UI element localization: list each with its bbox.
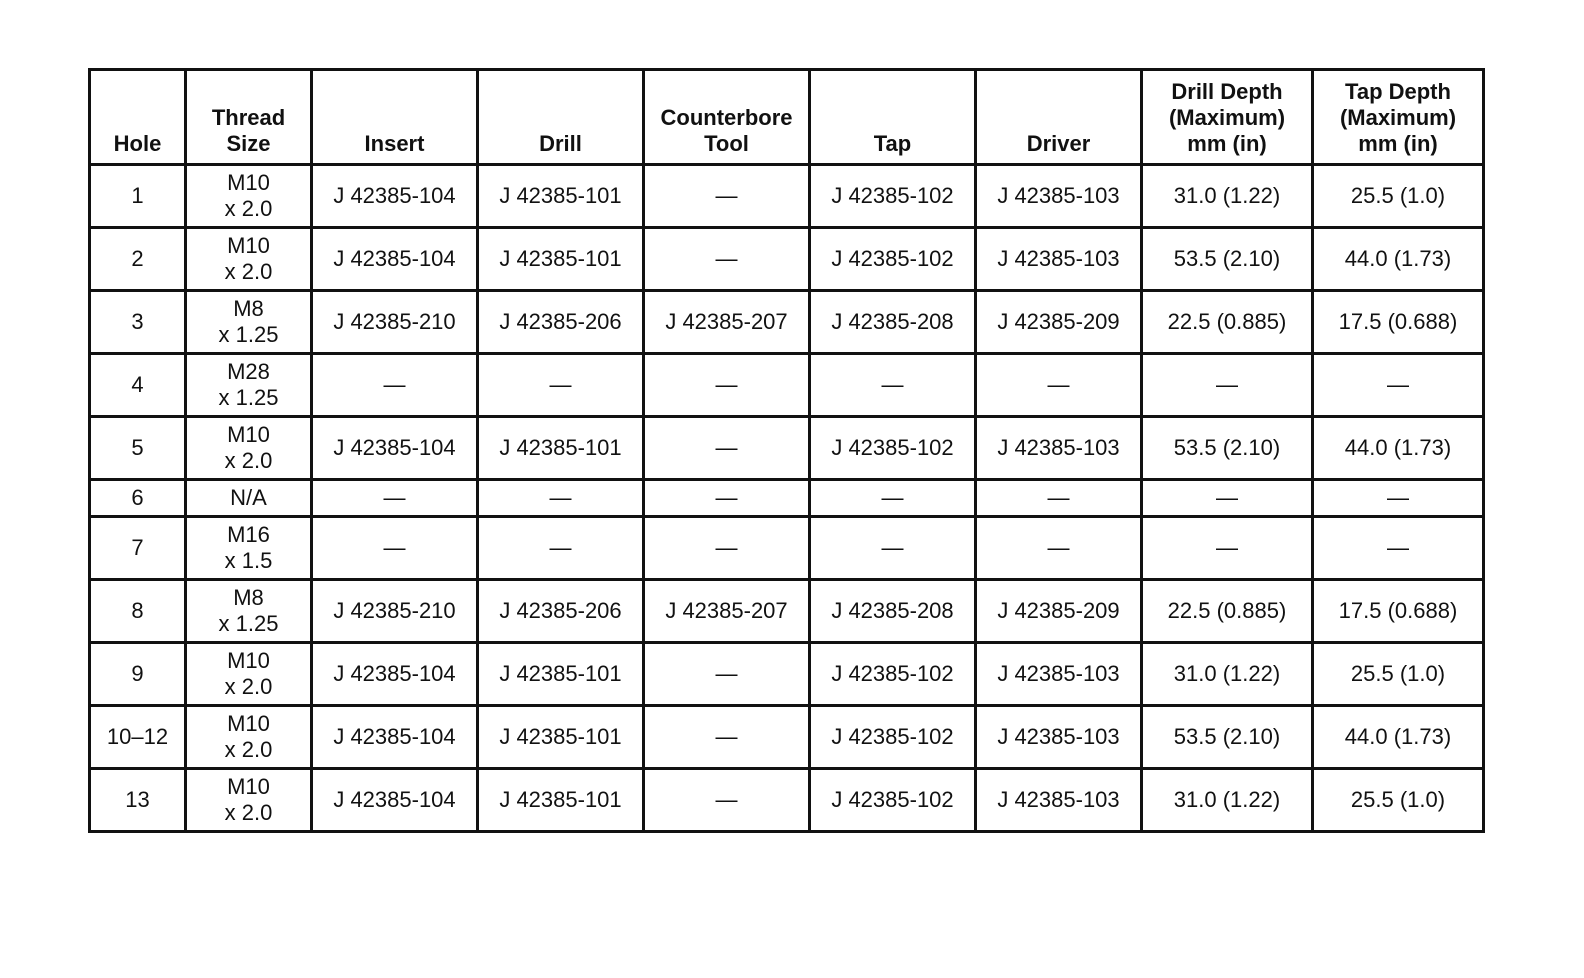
cell-drill: — xyxy=(478,517,644,580)
cell-counterbore-tool: — xyxy=(644,517,810,580)
cell-thread-size: M10 x 2.0 xyxy=(186,165,312,228)
column-header-drill-depth: Drill Depth (Maximum) mm (in) xyxy=(1142,70,1313,165)
column-header-insert: Insert xyxy=(312,70,478,165)
cell-driver: J 42385-209 xyxy=(976,291,1142,354)
cell-counterbore-tool: — xyxy=(644,643,810,706)
cell-drill: J 42385-206 xyxy=(478,291,644,354)
cell-tap: — xyxy=(810,517,976,580)
cell-counterbore-tool: — xyxy=(644,354,810,417)
table-header-row xyxy=(90,70,1484,165)
column-header-tap-depth: Tap Depth (Maximum) mm (in) xyxy=(1313,70,1484,165)
table-row xyxy=(90,291,1484,354)
cell-thread-size: N/A xyxy=(186,480,312,517)
cell-tap: J 42385-208 xyxy=(810,580,976,643)
column-header-hole: Hole xyxy=(90,70,186,165)
column-header-counterbore-tool: Counterbore Tool xyxy=(644,70,810,165)
cell-drill-depth: 31.0 (1.22) xyxy=(1142,165,1313,228)
cell-hole: 7 xyxy=(90,517,186,580)
cell-tap-depth: 25.5 (1.0) xyxy=(1313,165,1484,228)
cell-drill: J 42385-101 xyxy=(478,643,644,706)
cell-tap-depth: 17.5 (0.688) xyxy=(1313,291,1484,354)
column-header-drill: Drill xyxy=(478,70,644,165)
table-row xyxy=(90,354,1484,417)
cell-drill: J 42385-101 xyxy=(478,769,644,832)
cell-thread-size: M8 x 1.25 xyxy=(186,580,312,643)
cell-hole: 13 xyxy=(90,769,186,832)
table-row xyxy=(90,517,1484,580)
cell-insert: J 42385-210 xyxy=(312,291,478,354)
cell-tap-depth: 44.0 (1.73) xyxy=(1313,228,1484,291)
cell-hole: 2 xyxy=(90,228,186,291)
cell-drill-depth: 31.0 (1.22) xyxy=(1142,769,1313,832)
cell-thread-size: M28 x 1.25 xyxy=(186,354,312,417)
specification-sheet xyxy=(88,68,1482,833)
cell-counterbore-tool: — xyxy=(644,165,810,228)
table-row xyxy=(90,706,1484,769)
cell-drill: J 42385-101 xyxy=(478,706,644,769)
table-row xyxy=(90,480,1484,517)
cell-drill: J 42385-101 xyxy=(478,228,644,291)
cell-tap: J 42385-208 xyxy=(810,291,976,354)
cell-counterbore-tool: — xyxy=(644,706,810,769)
cell-insert: — xyxy=(312,517,478,580)
cell-insert: J 42385-104 xyxy=(312,417,478,480)
cell-hole: 8 xyxy=(90,580,186,643)
cell-insert: J 42385-104 xyxy=(312,643,478,706)
cell-drill-depth: 22.5 (0.885) xyxy=(1142,291,1313,354)
cell-counterbore-tool: — xyxy=(644,417,810,480)
column-header-tap: Tap xyxy=(810,70,976,165)
cell-tap-depth: 44.0 (1.73) xyxy=(1313,417,1484,480)
cell-hole: 3 xyxy=(90,291,186,354)
cell-drill-depth: 31.0 (1.22) xyxy=(1142,643,1313,706)
cell-counterbore-tool: — xyxy=(644,480,810,517)
cell-drill: — xyxy=(478,480,644,517)
cell-driver: J 42385-103 xyxy=(976,417,1142,480)
cell-hole: 5 xyxy=(90,417,186,480)
cell-driver: J 42385-103 xyxy=(976,643,1142,706)
cell-counterbore-tool: J 42385-207 xyxy=(644,291,810,354)
cell-insert: J 42385-104 xyxy=(312,706,478,769)
cell-tap: — xyxy=(810,354,976,417)
cell-insert: J 42385-104 xyxy=(312,769,478,832)
cell-tap-depth: — xyxy=(1313,354,1484,417)
cell-tap: J 42385-102 xyxy=(810,643,976,706)
table-row xyxy=(90,769,1484,832)
cell-drill-depth: — xyxy=(1142,354,1313,417)
cell-tap-depth: — xyxy=(1313,517,1484,580)
cell-driver: J 42385-209 xyxy=(976,580,1142,643)
table-row xyxy=(90,228,1484,291)
column-header-thread-size: Thread Size xyxy=(186,70,312,165)
cell-drill-depth: 53.5 (2.10) xyxy=(1142,417,1313,480)
cell-thread-size: M16 x 1.5 xyxy=(186,517,312,580)
cell-driver: — xyxy=(976,480,1142,517)
cell-hole: 4 xyxy=(90,354,186,417)
cell-tap: J 42385-102 xyxy=(810,165,976,228)
cell-tap: J 42385-102 xyxy=(810,769,976,832)
cell-thread-size: M8 x 1.25 xyxy=(186,291,312,354)
cell-counterbore-tool: J 42385-207 xyxy=(644,580,810,643)
table-row xyxy=(90,580,1484,643)
cell-thread-size: M10 x 2.0 xyxy=(186,769,312,832)
cell-hole: 10–12 xyxy=(90,706,186,769)
cell-hole: 9 xyxy=(90,643,186,706)
tool-specification-table xyxy=(88,68,1485,833)
cell-driver: — xyxy=(976,354,1142,417)
cell-driver: — xyxy=(976,517,1142,580)
cell-tap: J 42385-102 xyxy=(810,417,976,480)
cell-tap: — xyxy=(810,480,976,517)
cell-driver: J 42385-103 xyxy=(976,769,1142,832)
cell-drill-depth: — xyxy=(1142,480,1313,517)
cell-thread-size: M10 x 2.0 xyxy=(186,706,312,769)
cell-thread-size: M10 x 2.0 xyxy=(186,228,312,291)
cell-tap-depth: — xyxy=(1313,480,1484,517)
cell-drill: J 42385-101 xyxy=(478,165,644,228)
cell-drill-depth: — xyxy=(1142,517,1313,580)
cell-hole: 6 xyxy=(90,480,186,517)
cell-tap-depth: 25.5 (1.0) xyxy=(1313,769,1484,832)
cell-insert: J 42385-104 xyxy=(312,228,478,291)
cell-driver: J 42385-103 xyxy=(976,228,1142,291)
cell-drill-depth: 22.5 (0.885) xyxy=(1142,580,1313,643)
cell-thread-size: M10 x 2.0 xyxy=(186,417,312,480)
table-row xyxy=(90,643,1484,706)
cell-counterbore-tool: — xyxy=(644,228,810,291)
cell-thread-size: M10 x 2.0 xyxy=(186,643,312,706)
cell-tap: J 42385-102 xyxy=(810,228,976,291)
cell-insert: J 42385-104 xyxy=(312,165,478,228)
cell-driver: J 42385-103 xyxy=(976,165,1142,228)
cell-insert: — xyxy=(312,480,478,517)
cell-tap-depth: 25.5 (1.0) xyxy=(1313,643,1484,706)
cell-hole: 1 xyxy=(90,165,186,228)
table-row xyxy=(90,417,1484,480)
cell-insert: J 42385-210 xyxy=(312,580,478,643)
cell-tap-depth: 17.5 (0.688) xyxy=(1313,580,1484,643)
cell-tap: J 42385-102 xyxy=(810,706,976,769)
cell-drill: J 42385-101 xyxy=(478,417,644,480)
cell-drill-depth: 53.5 (2.10) xyxy=(1142,706,1313,769)
cell-counterbore-tool: — xyxy=(644,769,810,832)
cell-drill-depth: 53.5 (2.10) xyxy=(1142,228,1313,291)
cell-tap-depth: 44.0 (1.73) xyxy=(1313,706,1484,769)
cell-drill: J 42385-206 xyxy=(478,580,644,643)
cell-driver: J 42385-103 xyxy=(976,706,1142,769)
cell-insert: — xyxy=(312,354,478,417)
cell-drill: — xyxy=(478,354,644,417)
table-row xyxy=(90,165,1484,228)
column-header-driver: Driver xyxy=(976,70,1142,165)
